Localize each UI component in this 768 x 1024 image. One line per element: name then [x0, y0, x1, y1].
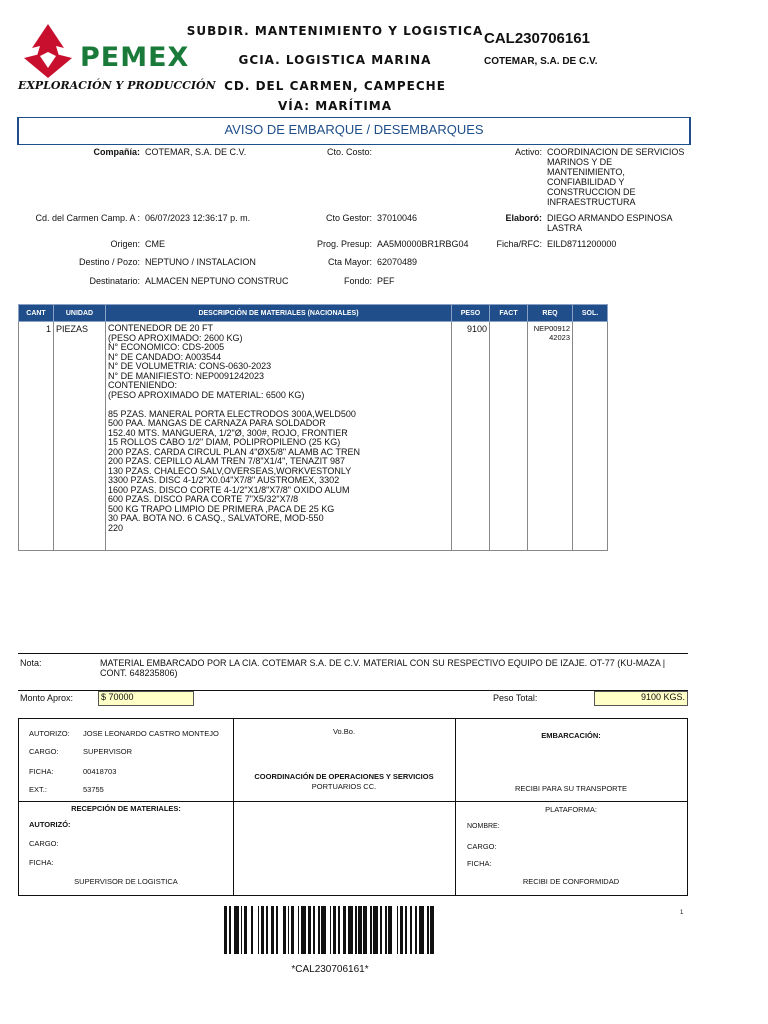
activo-label: Activo: [514, 147, 542, 157]
ext-label: EXT.: [29, 785, 47, 794]
elaboro-value: DIEGO ARMANDO ESPINOSA LASTRA [547, 213, 673, 233]
plataforma-label: PLATAFORMA: [545, 805, 597, 814]
cto-costo-label: Cto. Costo: [326, 147, 372, 157]
ficha-rfc-label: Ficha/RFC: [496, 239, 542, 249]
blank-cell [233, 801, 456, 895]
destinatario-label: Destinatario: [89, 276, 140, 286]
nota-label: Nota: [20, 658, 42, 668]
prog-presup-value: AA5M0000BR1RBG04 [377, 239, 469, 249]
col-cant: CANT [19, 305, 54, 322]
elaboro-label: Elaboró: [505, 213, 542, 223]
pemex-eagle-icon [18, 22, 80, 82]
cell-req: NEP00912 42023 [528, 322, 573, 551]
barcode-text: *CAL230706161* [291, 964, 369, 975]
brand-name: PEMEX [80, 42, 190, 73]
cargo3-label: CARGO: [467, 842, 497, 851]
signature-box [18, 718, 688, 896]
cell-peso: 9100 [452, 322, 490, 551]
col-unidad: UNIDAD [54, 305, 106, 322]
cell-sol [573, 322, 608, 551]
destino-label: Destino / Pozo: [78, 257, 140, 267]
recepcion-cell [19, 801, 234, 895]
nota-text: MATERIAL EMBARCADO POR LA CIA. COTEMAR S.A. DE C.V. MATERIAL CON SU RESPECTIVO EQUIPO DE IZAJE. OT-77 (KU-MAZA | CONT. 648235806) [100, 658, 666, 678]
autorizo-label: AUTORIZO: [29, 729, 70, 738]
col-req: REQ [528, 305, 573, 322]
cto-gestor-label: Cto Gestor: [325, 213, 372, 223]
fondo-value: PEF [377, 276, 395, 286]
embarcacion-label: EMBARCACIÓN: [541, 731, 601, 740]
peso-total-label: Peso Total: [493, 693, 538, 703]
autorizo-value: JOSE LEONARDO CASTRO MONTEJO [83, 729, 219, 738]
compania-value: COTEMAR, S.A. DE C.V. [145, 147, 247, 157]
nota-divider [18, 653, 688, 654]
header-line2: GCIA. LOGISTICA MARINA [238, 53, 432, 67]
ficha-rfc-value: EILD8711200000 [547, 239, 617, 249]
cargo-label: CARGO: [29, 747, 59, 756]
title-bar [17, 117, 691, 145]
col-fact: FACT [490, 305, 528, 322]
ficha3-label: FICHA: [467, 859, 492, 868]
cta-mayor-label: Cta Mayor: [327, 257, 372, 267]
nombre-label: NOMBRE: [467, 823, 500, 830]
recepcion-label: RECEPCIÓN DE MATERIALES: [71, 804, 181, 813]
cell-unidad: PIEZAS [54, 322, 106, 551]
pemex-logo [18, 22, 216, 94]
fecha-value: 06/07/2023 12:36:17 p. m. [145, 213, 251, 223]
cell-descripcion: CONTENEDOR DE 20 FT (PESO APROXIMADO: 2600 KG) N° ECONOMICO: CDS-2005 N° DE CANDADO: A003544 N° DE VOLUMETRIA: CONS-0630-2023 N° DE MANIFIESTO: NEP0091242023 CONTENIENDO: (PESO APROXIMADO DE MATERIAL: 6500 KG) 85 PZAS. MANERAL PORTA ELECTRODOS 300A,WELD500 500 PAA. MANGAS DE CARNAZA PARA SOLDADOR 152.40 MTS. MANGUERA, 1/2"Ø, 300#, ROJO, FRONTIER 15 ROLLOS CABO 1/2" DIAM, POLIPROPILENO (25 KG) 200 PZAS. CARDA CIRCUL PLAN 4"ØX5/8" ALAMB AC TREN 200 PZAS. CEPILLO ALAM TREN 7/8"X1/4", TENAZIT 987 130 PZAS. CHALECO SALV,OVERSEAS,WORKVESTONLY 3300 PZAS. DISC 4-1/2"X0.04"X7/8" AUSTROMEX, 3302 1600 PZAS. DISCO CORTE 4-1/2"X1/8"X7/8" OXIDO ALUM 600 PZAS. DISCO PARA CORTE 7"X5/32"X7/8 500 KG TRAPO LIMPIO DE PRIMERA ,PACA DE 25 KG 30 PAA. BOTA NO. 6 CASQ., SALVATORE, MOD-550 220 [106, 322, 452, 551]
destino-value: NEPTUNO / INSTALACION [145, 257, 256, 267]
autorizo2-label: AUTORIZÓ: [29, 820, 71, 829]
plataforma-cell [455, 801, 687, 895]
header-line1: SUBDIR. MANTENIMIENTO Y LOGISTICA [186, 24, 484, 38]
table-row [19, 322, 608, 551]
embarcacion-cell [455, 719, 687, 802]
barcode [224, 906, 436, 954]
ext-value: 53755 [83, 785, 104, 794]
col-peso: PESO [452, 305, 490, 322]
fondo-label: Fondo: [343, 276, 372, 286]
ficha-label: FICHA: [29, 767, 54, 776]
coord-line1: COORDINACIÓN DE OPERACIONES Y SERVICIOS [254, 772, 434, 781]
monto-value: $ 70000 [98, 691, 194, 706]
activo-value: COORDINACION DE SERVICIOS MARINOS Y DE MANTENIMIENTO, CONFIABILIDAD Y CONSTRUCCION DE INFRAESTRUCTURA [547, 147, 685, 207]
prog-presup-label: Prog. Presup: [316, 239, 372, 249]
compania-label: Compañía: [93, 147, 140, 157]
ficha2-label: FICHA: [29, 858, 54, 867]
cto-gestor-value: 37010046 [377, 213, 418, 223]
page-title: AVISO DE EMBARQUE / DESEMBARQUES [224, 122, 484, 137]
vobo-cell [233, 719, 456, 802]
coord-line2: PORTUARIOS CC. [311, 782, 377, 791]
cell-cant: 1 [19, 322, 54, 551]
ficha-value: 00418703 [83, 767, 117, 776]
doc-id: CAL230706161 [484, 30, 590, 47]
fecha-label: Cd. del Carmen Camp. A : [35, 213, 140, 223]
vobo-label: Vo.Bo. [332, 727, 356, 736]
monto-label: Monto Aprox: [20, 693, 74, 703]
table-header-row [19, 305, 608, 322]
recibi-conformidad: RECIBI DE CONFORMIDAD [522, 877, 620, 886]
col-sol: SOL. [573, 305, 608, 322]
origen-value: CME [145, 239, 165, 249]
cargo2-label: CARGO: [29, 839, 59, 848]
recibi-transporte: RECIBI PARA SU TRANSPORTE [514, 784, 628, 793]
col-descripcion: DESCRIPCIÓN DE MATERIALES (NACIONALES) [106, 305, 452, 322]
brand-sub: EXPLORACIÓN Y PRODUCCIÓN [18, 79, 216, 92]
cta-mayor-value: 62070489 [377, 257, 418, 267]
header-line3: CD. DEL CARMEN, CAMPECHE [224, 79, 446, 93]
header-company: COTEMAR, S.A. DE C.V. [484, 56, 598, 67]
cargo-value: SUPERVISOR [83, 747, 133, 756]
page-number: 1 [680, 910, 684, 916]
cell-fact [490, 322, 528, 551]
materials-table [18, 304, 608, 551]
origen-label: Origen: [110, 239, 140, 249]
supervisor-logistica: SUPERVISOR DE LOGISTICA [74, 877, 178, 886]
header-line4: VÍA: MARÍTIMA [277, 99, 393, 113]
peso-total-value: 9100 KGS. [594, 691, 688, 706]
destinatario-value: ALMACEN NEPTUNO CONSTRUC [145, 276, 289, 286]
autorizo-cell [19, 719, 234, 802]
